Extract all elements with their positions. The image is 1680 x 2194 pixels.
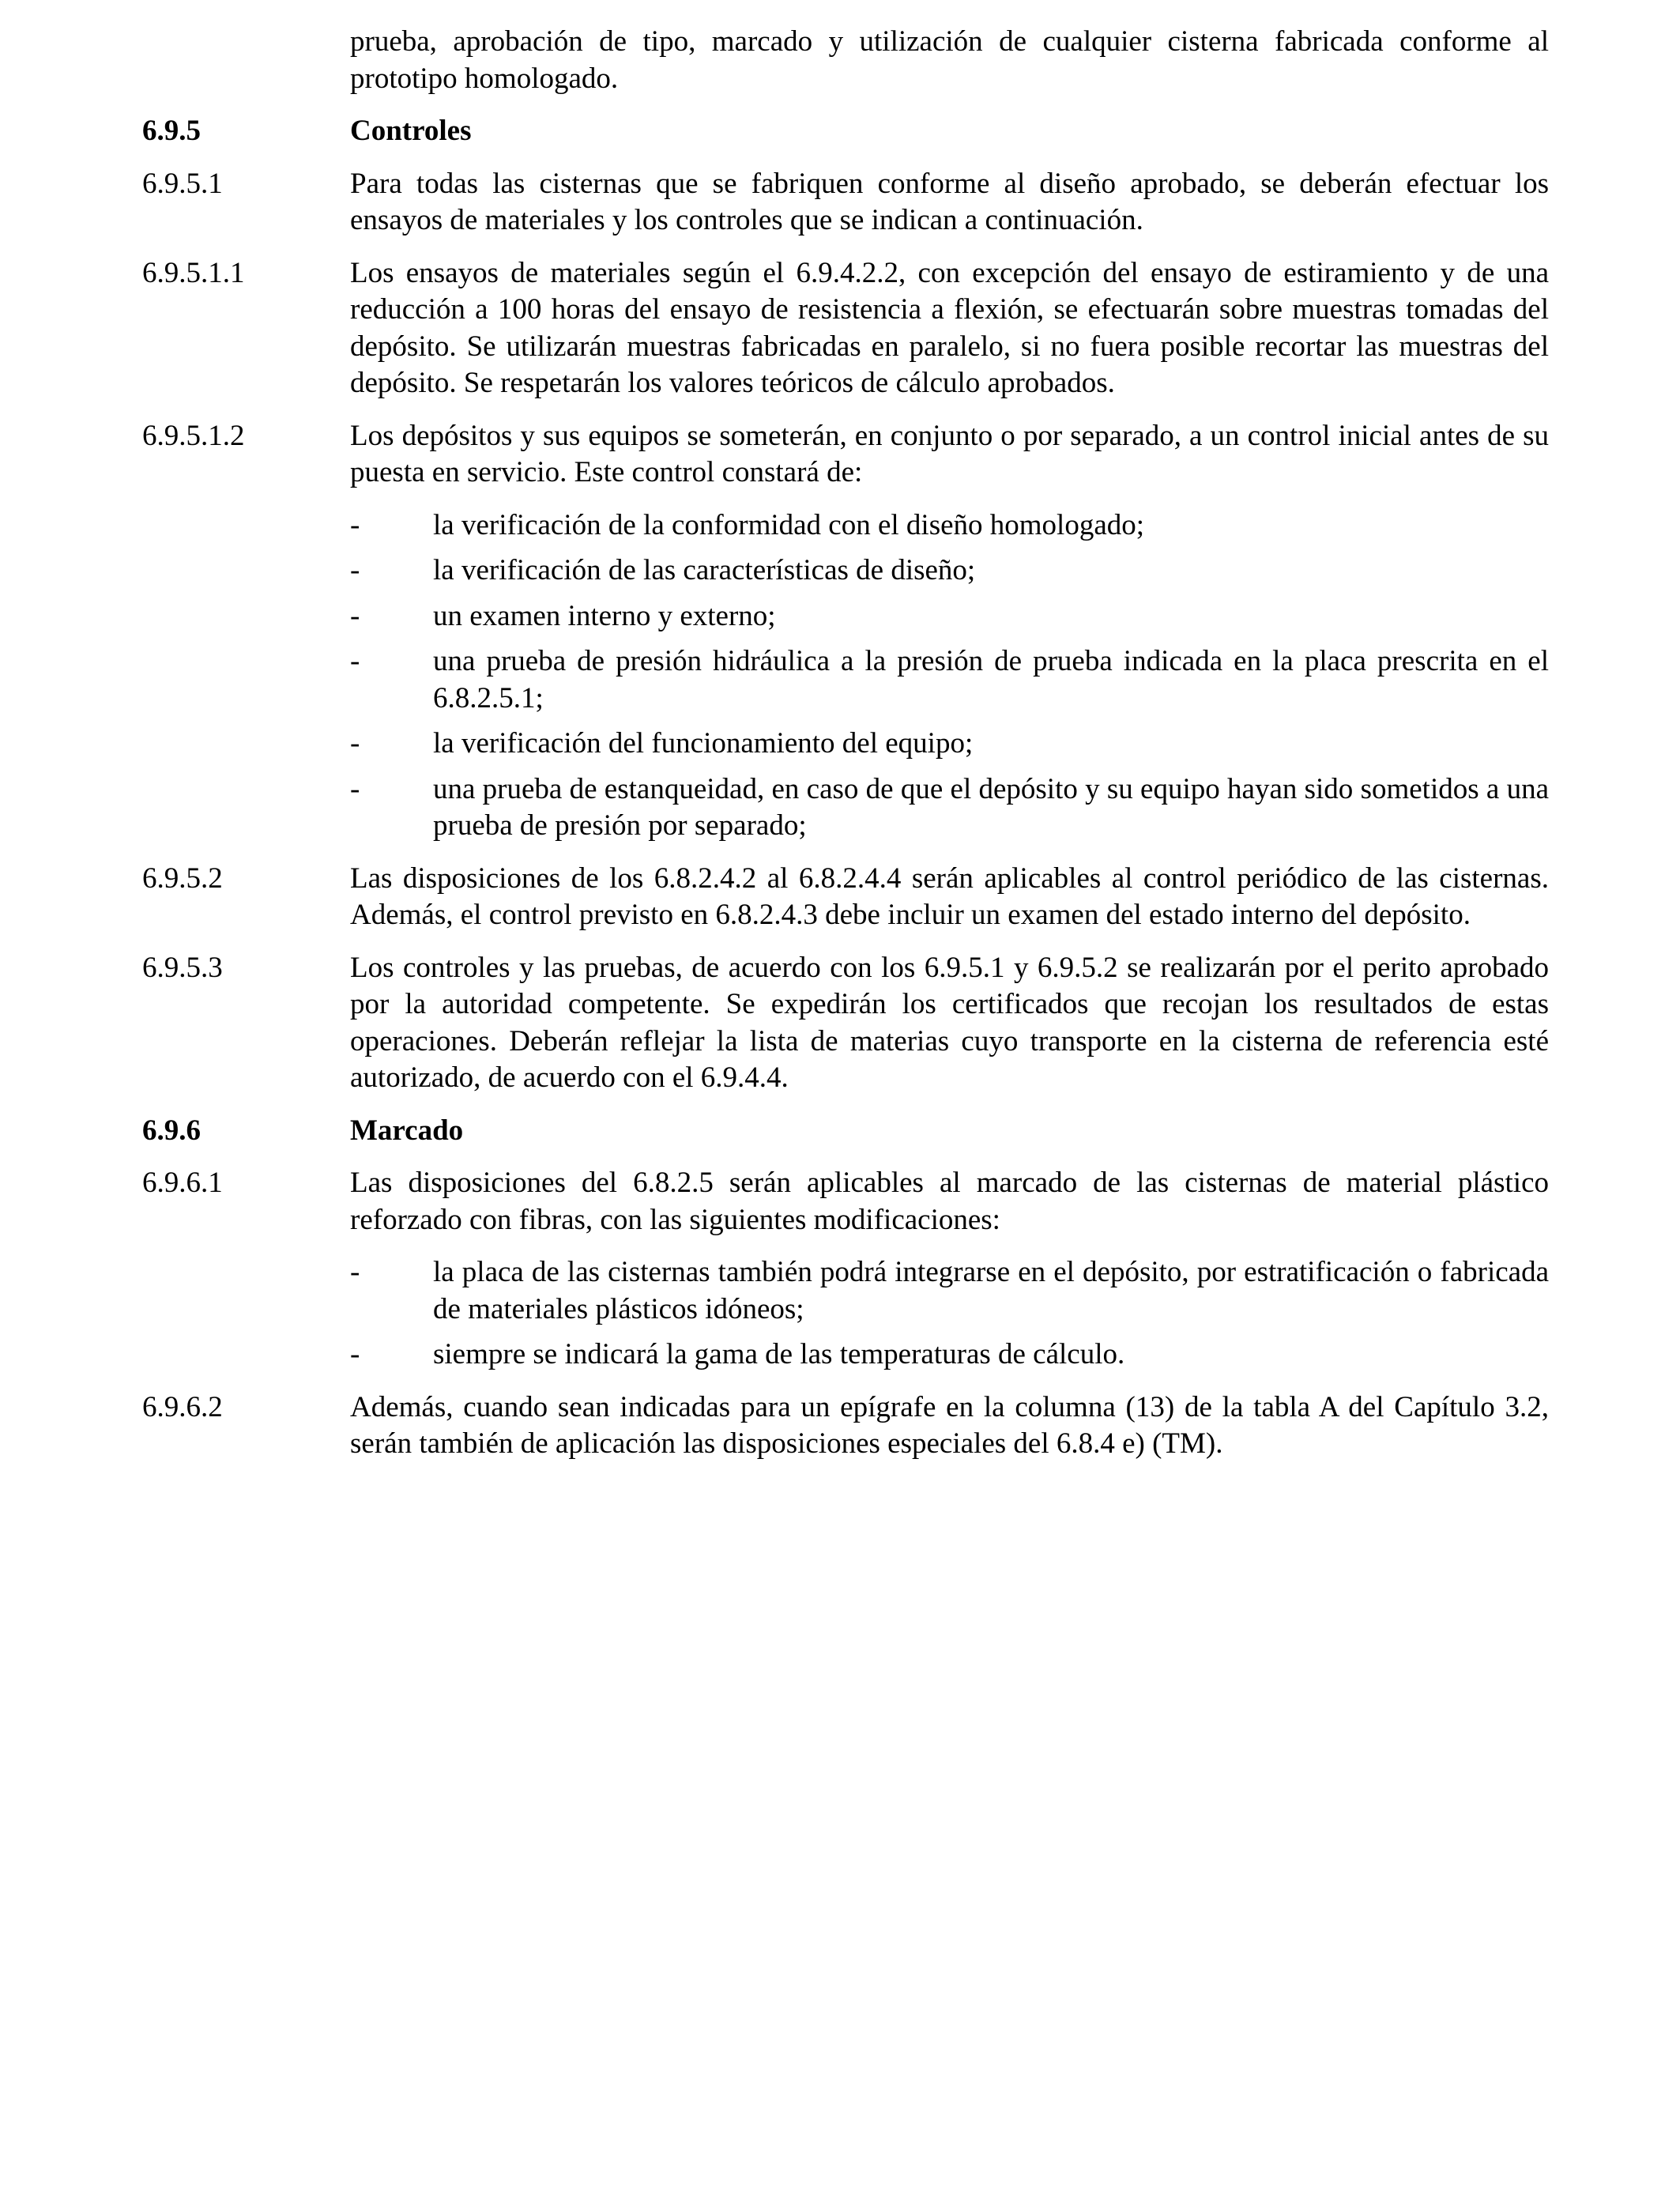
paragraph-text: Además, cuando sean indicadas para un epígrafe en la columna (13) de la tabla A del Capítulo 3.2, serán también de aplicación las disposiciones especiales del 6.8.4 e) (TM).	[350, 1390, 1549, 1460]
list-item-text: un examen interno y externo;	[433, 599, 776, 632]
paragraph-text: Los controles y las pruebas, de acuerdo con los 6.9.5.1 y 6.9.5.2 se realizarán por el perito aprobado por la autoridad competente. Se expedirán los certificados que recojan los resultados de estas operaciones. Deberán reflejar la lista de materias cuyo transporte en la cisterna de referencia esté autorizado, de acuerdo con el 6.9.4.4.	[350, 951, 1549, 1094]
paragraph-text: Los ensayos de materiales según el 6.9.4.2.2, con excepción del ensayo de estiramiento y de una reducción a 100 horas del ensayo de resistencia a flexión, se efectuarán sobre muestras tomadas del depósito. Se utilizarán muestras fabricadas en paralelo, si no fuera posible recortar las muestras del depósito. Se respetarán los valores teóricos de cálculo aprobados.	[350, 256, 1549, 399]
list-item	[350, 1336, 1549, 1374]
section-number: 6.9.6	[142, 1114, 201, 1147]
paragraph-6-9-5-3	[142, 950, 1549, 1097]
list-item	[350, 598, 1549, 635]
list-item-text: una prueba de presión hidráulica a la presión de prueba indicada en la placa prescrita en el 6.8.2.5.1;	[433, 645, 1549, 714]
bullet-dash: -	[350, 645, 360, 677]
control-items-list	[350, 507, 1549, 845]
list-item	[350, 726, 1549, 763]
list-item-text: la verificación de la conformidad con el diseño homologado;	[433, 508, 1145, 541]
paragraph-text: Las disposiciones de los 6.8.2.4.2 al 6.8.2.4.4 serán aplicables al control periódico de las cisternas. Además, el control previsto en 6.8.2.4.3 debe incluir un examen del estado interno del depósito.	[350, 861, 1549, 931]
intro-paragraph	[142, 24, 1549, 97]
list-item	[350, 507, 1549, 545]
section-title: Marcado	[350, 1114, 464, 1147]
bullet-dash: -	[350, 1256, 360, 1288]
paragraph-number: 6.9.5.1.2	[142, 419, 245, 452]
section-heading-6-9-6	[142, 1113, 1549, 1150]
paragraph-text: prueba, aprobación de tipo, marcado y utilización de cualquier cisterna fabricada conforme al prototipo homologado.	[350, 25, 1549, 95]
list-item-text: la verificación del funcionamiento del equipo;	[433, 727, 974, 760]
paragraph-6-9-5-1-2	[142, 418, 1549, 492]
bullet-dash: -	[350, 1338, 360, 1370]
paragraph-6-9-5-1-1	[142, 255, 1549, 402]
marking-items-list	[350, 1254, 1549, 1374]
paragraph-text: Los depósitos y sus equipos se someterán, en conjunto o por separado, a un control inicial antes de su puesta en servicio. Este control constará de:	[350, 419, 1549, 488]
document-page	[142, 24, 1549, 1463]
paragraph-number: 6.9.5.1.1	[142, 256, 245, 289]
paragraph-text: Para todas las cisternas que se fabriquen conforme al diseño aprobado, se deberán efectuar los ensayos de materiales y los controles que se indican a continuación.	[350, 167, 1549, 236]
bullet-dash: -	[350, 554, 360, 586]
section-number: 6.9.5	[142, 115, 201, 147]
paragraph-6-9-6-2	[142, 1389, 1549, 1463]
paragraph-number: 6.9.5.2	[142, 861, 223, 895]
list-item-text: una prueba de estanqueidad, en caso de que el depósito y su equipo hayan sido sometidos a una prueba de presión por separado;	[433, 772, 1549, 842]
bullet-dash: -	[350, 508, 360, 541]
paragraph-number: 6.9.6.2	[142, 1390, 223, 1423]
list-item-text: siempre se indicará la gama de las temperaturas de cálculo.	[433, 1338, 1125, 1370]
paragraph-6-9-6-1	[142, 1165, 1549, 1238]
list-item	[350, 771, 1549, 845]
list-item	[350, 643, 1549, 717]
list-item	[350, 1254, 1549, 1328]
paragraph-number: 6.9.5.3	[142, 951, 223, 984]
list-item	[350, 552, 1549, 590]
list-item-text: la verificación de las características de diseño;	[433, 554, 976, 586]
list-item-text: la placa de las cisternas también podrá integrarse en el depósito, por estratificación o fabricada de materiales plásticos idóneos;	[433, 1256, 1549, 1325]
section-title: Controles	[350, 115, 472, 147]
bullet-dash: -	[350, 599, 360, 632]
section-heading-6-9-5	[142, 113, 1549, 150]
bullet-dash: -	[350, 772, 360, 805]
paragraph-6-9-5-2	[142, 861, 1549, 934]
paragraph-text: Las disposiciones del 6.8.2.5 serán aplicables al marcado de las cisternas de material plástico reforzado con fibras, con las siguientes modificaciones:	[350, 1167, 1549, 1236]
paragraph-number: 6.9.5.1	[142, 167, 223, 200]
paragraph-6-9-5-1	[142, 166, 1549, 239]
paragraph-number: 6.9.6.1	[142, 1167, 223, 1199]
bullet-dash: -	[350, 727, 360, 760]
